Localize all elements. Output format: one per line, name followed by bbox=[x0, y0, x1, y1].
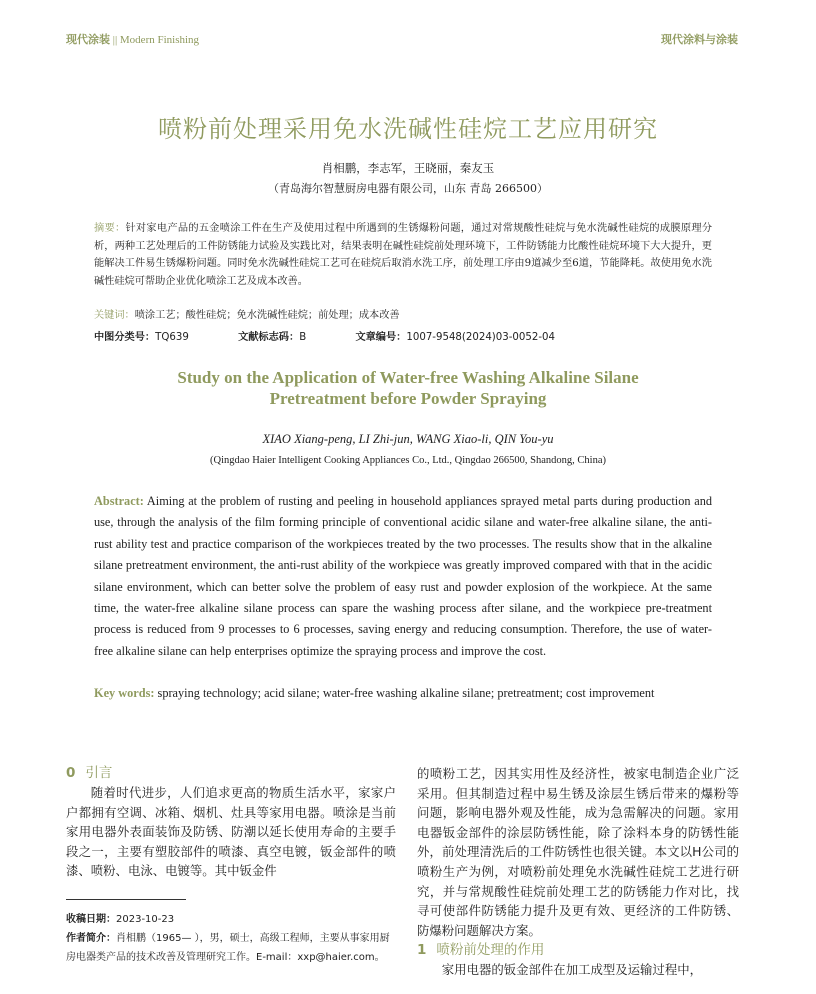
affiliation-en: (Qingdao Haier Intelligent Cooking Appliances Co., Ltd., Qingdao 266500, Shandong, China) bbox=[209, 455, 607, 466]
paper-title-en: Study on the Application of Water-free Washing Alkaline Silane Pretreatment before Powder Spraying bbox=[177, 368, 639, 408]
journal-name-en: Modern Finishing bbox=[119, 34, 200, 46]
classification-line bbox=[94, 328, 601, 343]
section-1-title: 喷粉前处理的作用 bbox=[436, 942, 545, 959]
doc-code-value: B bbox=[299, 332, 307, 343]
keywords-en-text: spraying technology; acid silane; water-free washing alkaline silane; pretreatment; cost improvement bbox=[157, 686, 655, 700]
authors-cn: 肖相鹏，李志军，王晓丽，秦友玉 bbox=[321, 161, 495, 175]
clc-label: 中图分类号： bbox=[94, 332, 156, 343]
received-label: 收稿日期： bbox=[66, 914, 116, 925]
doc-code-label: 文献标志码： bbox=[238, 332, 300, 343]
abstract-cn-text: 针对家电产品的五金喷涂工件在生产及使用过程中所遇到的生锈爆粉问题，通过对常规酸性硅烷与免水洗碱性硅烷的成膜原理分析，两种工艺处理后的工件防锈能力试验及实践比对，结果表明在碱性硅烷前处理环境下，工件防锈能力比酸性硅烷环境下大大提升，更能解决工件易生锈爆粉问题。同时免水洗碱性硅烷工艺可在硅烷后取消水洗工序，前处理工序由9道减少至6道，节能降耗。故使用免水洗碱性硅烷可帮助企业优化喷涂工艺及成本改善。 bbox=[94, 223, 713, 287]
keywords-cn-label: 关键词： bbox=[94, 310, 135, 321]
paper-title-cn: 喷粉前处理采用免水洗碱性硅烷工艺应用研究 bbox=[158, 115, 658, 143]
author-bio-label: 作者简介： bbox=[66, 933, 116, 944]
keywords-en bbox=[94, 683, 712, 704]
received-date: 2023-10-23 bbox=[116, 914, 175, 925]
body-column-left bbox=[66, 764, 396, 881]
section-title: 引言 bbox=[85, 765, 113, 781]
author-bio-text: 肖相鹏（1965— ），男，硕士，高级工程师，主要从事家用厨房电器类产品的技术改善及管理研究工作。E-mail：xxp@haier.com。 bbox=[66, 933, 390, 963]
abstract-en-label: Abstract: bbox=[94, 494, 144, 508]
keywords-cn bbox=[94, 306, 712, 321]
body-column-right bbox=[417, 764, 739, 980]
intro-paragraph-continued: 的喷粉工艺，因其实用性及经济性，被家电制造企业广泛采用。但其制造过程中易生锈及涂层生锈后带来的爆粉等问题，影响电器外观及性能，成为急需解决的问题。家用电器钣金部件的涂层防锈性能，除了涂料本身的防锈性能外，前处理清洗后的工件防锈性也很关键。本文以H公司的喷粉生产为例，对喷粉前处理免水洗碱性硅烷工艺进行研究，并与常规酸性硅烷前处理工艺的防锈能力作对比，找寻可使部件防锈能力提升及更有效、更经济的工件防锈、防爆粉问题解决方案。 bbox=[417, 766, 739, 938]
journal-header-right: 现代涂料与涂装 bbox=[661, 33, 738, 46]
section-heading-1 bbox=[417, 941, 739, 960]
abstract-en bbox=[94, 491, 712, 662]
section-1-number: 1 bbox=[417, 942, 427, 959]
abstract-cn bbox=[94, 220, 712, 290]
section-heading-intro bbox=[66, 764, 396, 783]
article-no-label: 文章编号： bbox=[355, 332, 407, 343]
clc-value: TQ639 bbox=[155, 332, 189, 343]
footnote bbox=[66, 910, 396, 967]
abstract-en-text: Aiming at the problem of rusting and peeling in household appliances sprayed metal parts during production and use, through the analysis of the film forming principle of conventional acidic silane and water-free alkaline silane, the anti-rust ability test and practice comparison of the workpieces treated by the two processes. The results show that in the alkaline silane pretreatment environment, the anti-rust ability of the workpiece was greatly improved compared with that in the acidic silane environment, which can better solve the problem of easy rust and powder explosion of the workpiece. At the same time, the water-free alkaline silane process can spare the washing process after silane, and the workpiece pre-treatment process is reduced from 9 processes to 6 processes, saving energy and reducing consumption. Therefore, the use of water-free alkaline silane can help enterprises optimize the spraying process and improve the cost. bbox=[94, 494, 712, 658]
authors-en: XIAO Xiang-peng, LI Zhi-jun, WANG Xiao-li, QIN You-yu bbox=[262, 432, 554, 446]
intro-paragraph: 随着时代进步，人们追求更高的物质生活水平，家家户户都拥有空调、冰箱、烟机、灶具等家用电器。喷涂是当前家用电器外表面装饰及防锈、防潮以延长使用寿命的主要手段之一，主要有塑胶部件的喷漆、真空电镀，钣金部件的喷漆、喷粉、电泳、电镀等。其中钣金件 bbox=[66, 785, 396, 879]
keywords-en-label: Key words: bbox=[94, 686, 155, 700]
article-no-value: 1007-9548(2024)03-0052-04 bbox=[406, 332, 555, 343]
journal-name-cn: 现代涂装 bbox=[66, 33, 110, 46]
affiliation-cn: （青岛海尔智慧厨房电器有限公司，山东 青岛 266500） bbox=[268, 182, 548, 195]
journal-separator: || bbox=[110, 34, 120, 46]
footnote-divider bbox=[66, 899, 186, 900]
keywords-cn-text: 喷涂工艺；酸性硅烷；免水洗碱性硅烷；前处理；成本改善 bbox=[134, 310, 400, 321]
journal-header bbox=[66, 31, 199, 47]
abstract-cn-label: 摘要： bbox=[94, 223, 126, 234]
section-number: 0 bbox=[66, 765, 76, 781]
section-1-paragraph: 家用电器的钣金部件在加工成型及运输过程中， bbox=[441, 962, 702, 978]
